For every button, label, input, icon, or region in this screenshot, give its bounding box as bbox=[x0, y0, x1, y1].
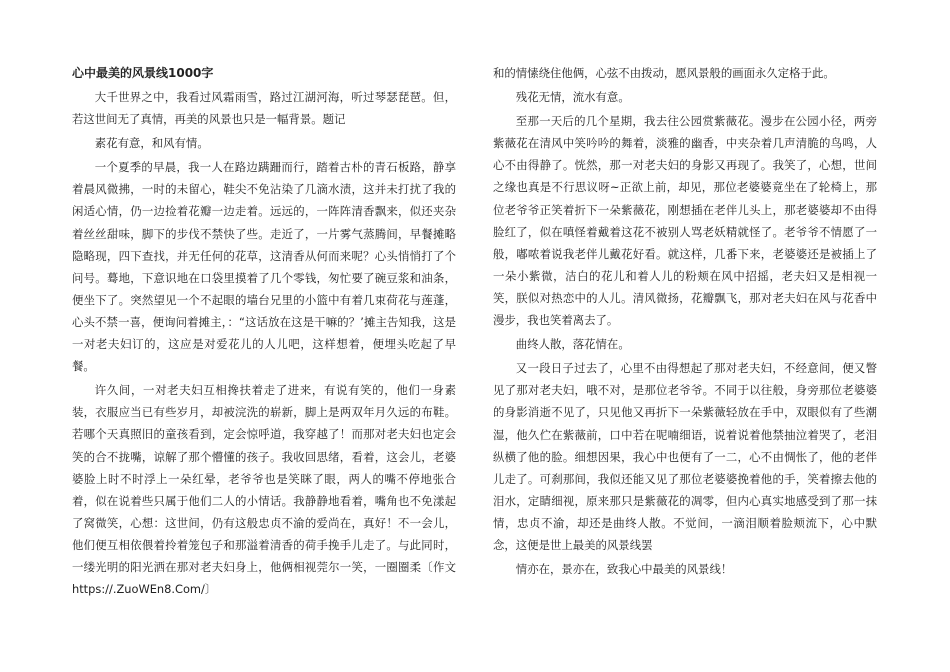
paragraph: 残花无情，流水有意。 bbox=[515, 90, 630, 105]
paragraph: 素花有意，和风有情。 bbox=[94, 136, 209, 151]
document-title: 心中最美的风景线1000字 bbox=[72, 66, 214, 80]
paragraph: 又一段日子过去了，心里不由得想起了那对老夫妇，不经意间，便又瞥见了那对老夫妇，哦不对，是那位老爷爷。不同于以往般，身旁那位老婆婆的身影消逝不见了，只见他又再折下一朵紫薇轻放在手中，双眼似有了些潮湿，他久伫在紫薇前，口中若在呢喃细语，说着说着他禁抽泣着哭了，老泪纵横了他的脸。细想因果，我心中也便有了一二，心不由惆怅了，他的老伴儿走了。可刹那间，我似还能又见了那位老婆婆挽着他的手，笑着擦去他的泪水，定睛细视，原来那只是紫薇花的凋零，但内心真实地感受到了那一抹情，忠贞不渝，却还是曲终人散。不觉间，一滴泪顺着脸颊流下，心中默念，这便是世上最美的风景线罢 bbox=[493, 361, 877, 552]
paragraph-continued: 和的情愫绕住他俩，心弦不由拨动，愿风景般的画面永久定格于此。 bbox=[493, 66, 835, 80]
paragraph: 至那一天后的几个星期，我去往公园赏紫薇花。漫步在公园小径，两旁紫薇花在清风中笑吟吟的舞着，淡雅的幽香，中夹杂着几声清脆的鸟鸣，人心不由得静了。恍然，那一对老夫妇的身影又再现了。我笑了，心想，世间之缘也真是不行思议呀~正欲上前，却见，那位老婆婆竟坐在了轮椅上，那位老爷爷正笑着折下一朵紫薇花，刚想插在老伴儿头上，那老婆婆却不由得脸红了，似在嗔怪着戴着这花不被别人骂老妖精就怪了。老爷爷不情愿了一般，嘟哝着说我老伴儿戴花好看。就这样，几番下来，老婆婆还是被插上了一朵小紫微，洁白的花儿和着人儿的粉颊在风中招摇，老夫妇又是相视一笑，朕似对热恋中的人儿。清风微扬，花瓣飘飞，那对老夫妇在风与花香中漫步，我也笑着离去了。 bbox=[493, 114, 877, 328]
paragraph: 情亦在，景亦在，致我心中最美的风景线！ bbox=[515, 562, 733, 577]
paragraph: 曲终人散，落花情在。 bbox=[515, 337, 630, 352]
paragraph: 一个夏季的早晨，我一人在路边蹒跚而行，踏着古朴的青石板路，静享着晨风微拂，一时的未留心，鞋尖不免沾染了几滴水渍，这并未打扰了我的闲适心情，仍一边捡着花瓣一边走着。远远的，一阵阵清香飘来，似还夹杂着丝丝甜味，脚下的步伐不禁快了些。走近了，一片雾气蒸腾间，早餐摊略隐略现，四下查找，并无任何的花草，这清香从何而来呢？心头悄悄打了个问号。蓦地，下意识地在口袋里摸着了几个零钱，匆忙要了碗豆浆和油条，便坐下了。突然望见一个不起眼的墙台兄里的小篮中有着几束荷花与莲蓬，心头不禁一喜，便询问着摊主，：“这话放在这是干嘛的？’摊主告知我，这是一对老夫妇订的，这应是对爱花儿的人儿吧，这样想着，便埋头吃起了早餐。 bbox=[72, 160, 456, 374]
left-column bbox=[72, 62, 456, 602]
right-column bbox=[493, 62, 877, 582]
paragraph: 许久间，一对老夫妇互相搀扶着走了进来，有说有笑的，他们一身素装，衣服应当已有些岁月，却被浣洗的崭新，脚上是两双年月久远的布鞋。若哪个天真照旧的童孩看到，定会惊呼道，我穿越了！而那对老夫妇也定会笑的合不拢嘴，谅解了那个懵懂的孩子。我收回思绪，看着，这会儿，老婆婆脸上时不时浮上一朵红晕，老爷爷也是笑眯了眼，两人的嘴不停地张合着，似在说着些只属于他们二人的小情话。我静静地看着，嘴角也不免漾起了窝微笑，心想：这世间，仍有这般忠贞不渝的爱尚在，真好！不一会儿，他们便互相依偎着拎着笼包子和那溢着清香的荷手挽手儿走了。与此同时，一缕光明的阳光洒在那对老夫妇身上，他俩相视莞尔一笑，一圈圈柔〔作文https://.ZuoWEn8.Com/〕 bbox=[72, 383, 456, 597]
paragraph: 大千世界之中，我看过风霜雨雪，路过江湖河海，听过琴瑟琵琶。但，若这世间无了真情，再美的风景也只是一幅背景。题记 bbox=[72, 90, 456, 127]
